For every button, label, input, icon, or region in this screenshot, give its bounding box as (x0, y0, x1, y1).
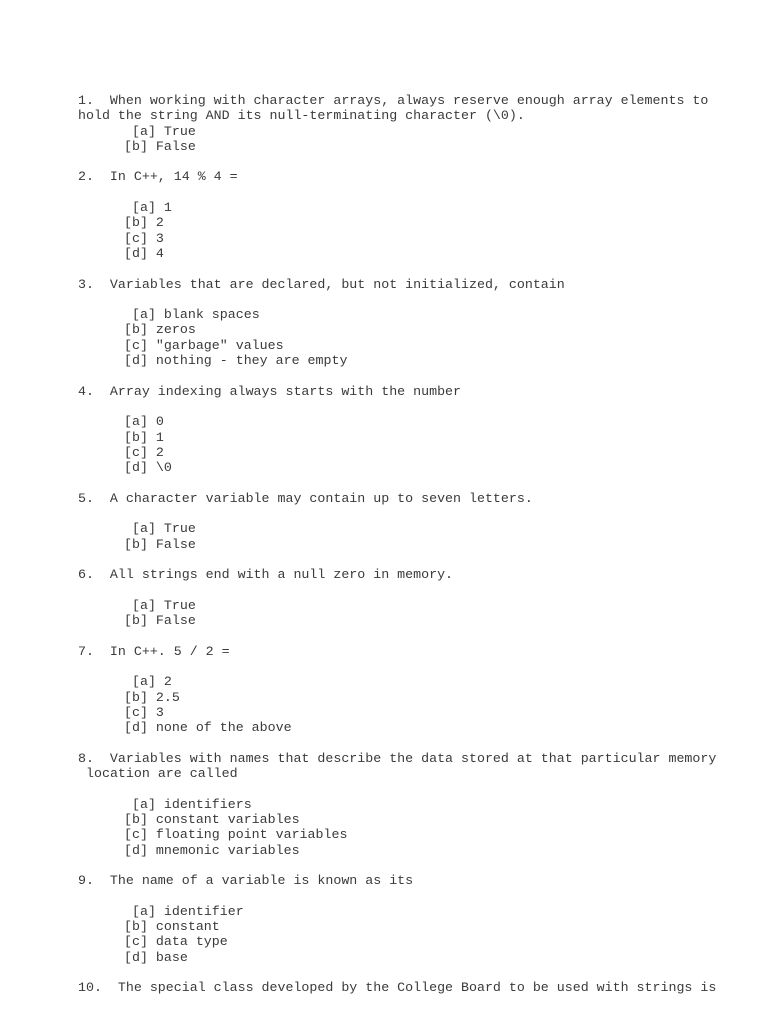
question-stem: 2. In C++, 14 % 4 = (78, 169, 238, 185)
option-a: [a] True (132, 597, 196, 613)
question-stem: 6. All strings end with a null zero in memory. (78, 567, 454, 583)
option-b: [b] constant variables (124, 811, 300, 827)
spacer (78, 659, 758, 674)
spacer (78, 475, 758, 490)
spacer (78, 185, 758, 200)
question-10 (78, 980, 758, 995)
spacer (78, 506, 758, 521)
question-7 (78, 644, 758, 736)
option-a: [a] 1 (132, 200, 172, 216)
spacer (78, 583, 758, 598)
option-d: [d] mnemonic variables (124, 842, 300, 858)
option-a: [a] identifiers (132, 796, 252, 812)
option-d: [d] \0 (124, 460, 172, 476)
spacer (78, 858, 758, 873)
question-stem: 10. The special class developed by the College Board to be used with strings is (78, 980, 717, 996)
option-b: [b] 1 (124, 429, 164, 445)
option-d: [d] none of the above (124, 720, 292, 736)
quiz-document (78, 93, 758, 996)
option-a: [a] True (132, 123, 196, 139)
spacer (78, 781, 758, 796)
option-b: [b] False (124, 613, 196, 629)
option-a: [a] True (132, 521, 196, 537)
option-c: [c] "garbage" values (124, 337, 284, 353)
option-d: [d] base (124, 949, 188, 965)
option-b: [b] 2.5 (124, 689, 180, 705)
question-1 (78, 93, 758, 154)
option-a: [a] 0 (124, 414, 164, 430)
option-c: [c] 3 (124, 230, 164, 246)
option-c: [c] 3 (124, 704, 164, 720)
spacer (78, 552, 758, 567)
question-3 (78, 277, 758, 369)
option-a: [a] identifier (132, 903, 244, 919)
question-stem-continued: hold the string AND its null-terminating character (\0). (78, 108, 525, 124)
option-b: [b] False (124, 138, 196, 154)
option-a: [a] blank spaces (132, 307, 260, 323)
question-6 (78, 567, 758, 628)
spacer (78, 261, 758, 276)
question-2 (78, 169, 758, 261)
spacer (78, 154, 758, 169)
option-b: [b] zeros (124, 322, 196, 338)
question-stem: 3. Variables that are declared, but not initialized, contain (78, 276, 565, 292)
spacer (78, 628, 758, 643)
option-b: [b] False (124, 536, 196, 552)
question-stem: 8. Variables with names that describe the data stored at that particular memory (78, 750, 717, 766)
question-stem: 1. When working with character arrays, always reserve enough array elements to (78, 93, 709, 108)
option-b: [b] constant (124, 919, 220, 935)
question-4 (78, 384, 758, 476)
question-stem: 4. Array indexing always starts with the number (78, 383, 462, 399)
option-d: [d] nothing - they are empty (124, 353, 348, 369)
question-stem-continued: location are called (86, 766, 238, 782)
option-c: [c] floating point variables (124, 827, 348, 843)
question-8 (78, 751, 758, 858)
option-a: [a] 2 (132, 674, 172, 690)
option-d: [d] 4 (124, 245, 164, 261)
spacer (78, 399, 758, 414)
question-stem: 5. A character variable may contain up to seven letters. (78, 490, 533, 506)
question-stem: 9. The name of a variable is known as its (78, 873, 414, 889)
spacer (78, 368, 758, 383)
option-c: [c] 2 (124, 444, 164, 460)
question-9 (78, 873, 758, 965)
option-b: [b] 2 (124, 215, 164, 231)
spacer (78, 292, 758, 307)
spacer (78, 965, 758, 980)
question-stem: 7. In C++. 5 / 2 = (78, 643, 230, 659)
question-5 (78, 491, 758, 552)
spacer (78, 735, 758, 750)
spacer (78, 888, 758, 903)
option-c: [c] data type (124, 934, 228, 950)
